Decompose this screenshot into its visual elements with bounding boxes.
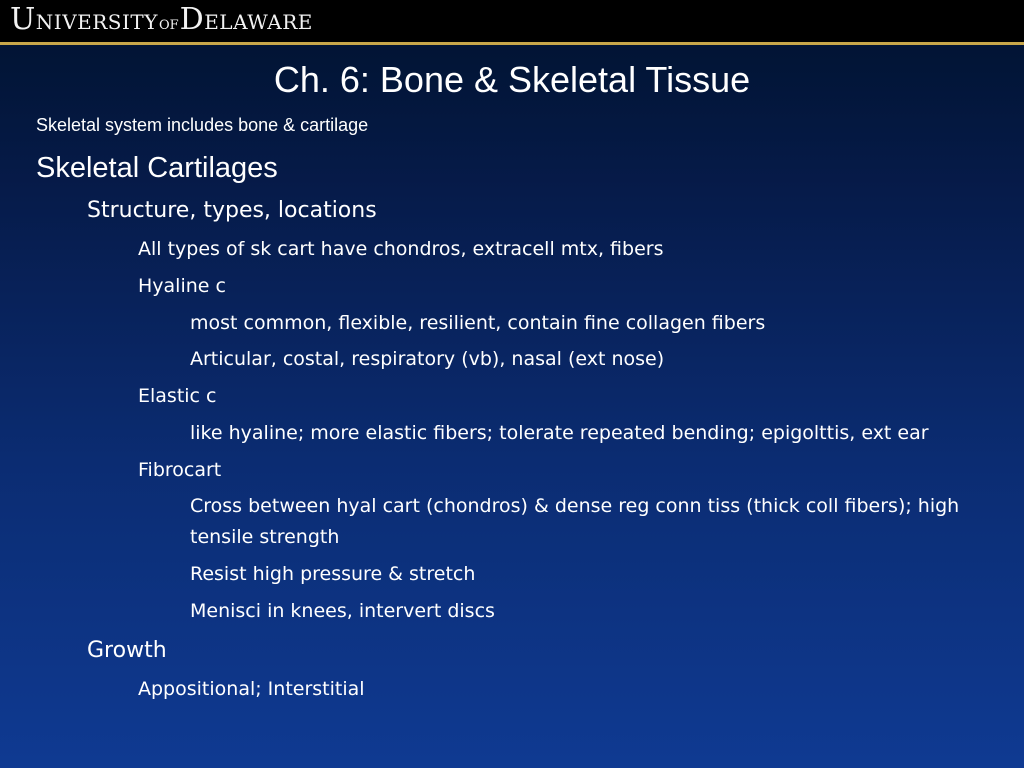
logo-text-elaware: ELAWARE	[204, 10, 313, 34]
section-heading: Skeletal Cartilages	[36, 152, 278, 184]
logo-text-of: OF	[158, 18, 179, 33]
bullet-hyaline-locations: Articular, costal, respiratory (vb), nasal (ext nose)	[190, 348, 665, 370]
bullet-fibrocart-locations: Menisci in knees, intervert discs	[190, 600, 495, 622]
bullet-fibrocart-strength: Resist high pressure & stretch	[190, 563, 476, 585]
bullet-elastic: Elastic c	[138, 385, 217, 407]
logo-text-niversity: NIVERSITY	[35, 10, 158, 34]
bullet-all-types: All types of sk cart have chondros, extracell mtx, fibers	[138, 238, 664, 260]
logo-letter-u: U	[10, 2, 36, 37]
bullet-growth-types: Appositional; Interstitial	[138, 678, 365, 700]
logo-letter-d: D	[179, 2, 205, 37]
bullet-growth: Growth	[87, 638, 167, 663]
bullet-fibrocart: Fibrocart	[138, 459, 222, 481]
intro-text: Skeletal system includes bone & cartilage	[36, 115, 369, 135]
bullet-elastic-description: like hyaline; more elastic fibers; tolerate repeated bending; epigolttis, ext ear	[190, 422, 929, 444]
bullet-hyaline-description: most common, flexible, resilient, contain fine collagen fibers	[190, 312, 766, 334]
university-logo	[10, 3, 313, 43]
bullet-fibrocart-description: Cross between hyal cart (chondros) & dense reg conn tiss (thick coll fibers); high tensile strength	[190, 495, 960, 548]
slide-title: Ch. 6: Bone & Skeletal Tissue	[273, 59, 751, 100]
bullet-hyaline: Hyaline c	[138, 275, 226, 297]
bullet-structure: Structure, types, locations	[87, 198, 377, 223]
